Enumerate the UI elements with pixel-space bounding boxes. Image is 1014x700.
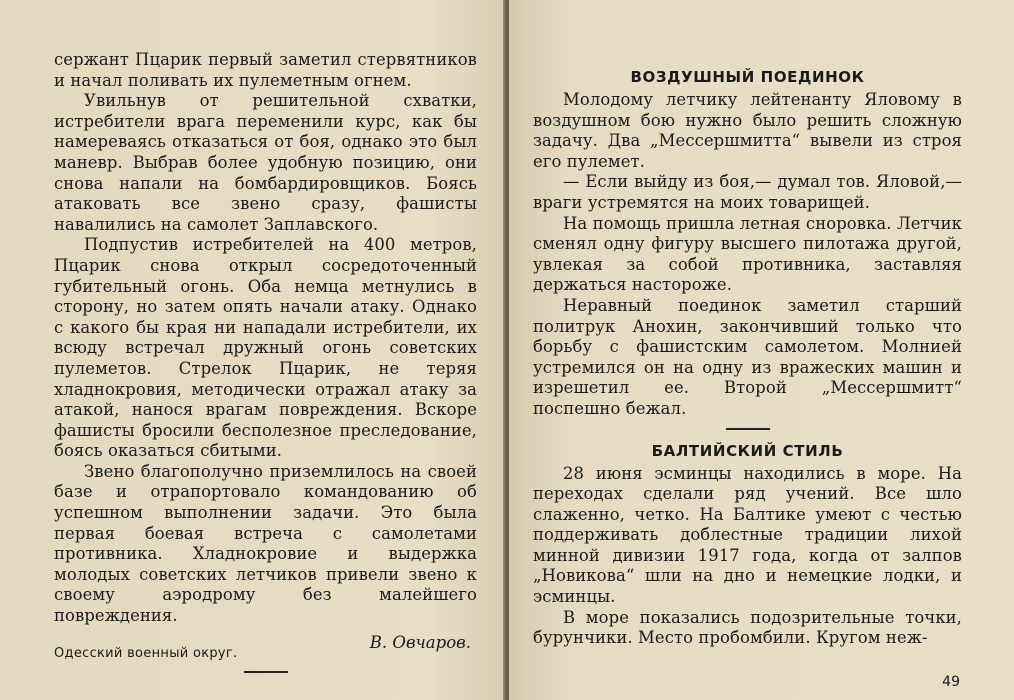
left-page bbox=[0, 0, 505, 700]
right-s2-paragraph-2: В море показались подозрительные точки, бурунчики. Место пробомбили. Кругом неж- bbox=[533, 607, 962, 648]
section-title-baltic-style: БАЛТИЙСКИЙ СТИЛЬ bbox=[651, 441, 844, 460]
left-paragraph-3: Подпустив истребителей на 400 метров, Пцарик снова открыл сосредоточенный губительный огонь. Оба немца метнулись в сторону, но затем опять начали атаку. Однако с какого бы края ни нападали истребители, их всюду встречал дружный огонь советских пулеметов. Стрелок Пцарик, не теряя хладнокровия, методически отражал атаку за атакой, нанося врагам повреждения. Вскоре фашисты бросили бесполезное преследование, боясь оказаться сбитыми. bbox=[54, 235, 477, 461]
left-paragraph-4: Звено благополучно приземлилось на своей базе и отрапортовало командованию об успешном выполнении задачи. Это была первая боевая встреча с самолетами противника. Хладнокровие и выдержка молодых советских летчиков привели звено к своему аэродрому без малейшего повреждения. bbox=[54, 461, 477, 626]
right-s1-paragraph-1: Молодому летчику лейтенанту Яловому в воздушном бою нужно было решить сложную задачу. Два „Мессершмитта“ вывели из строя его пулемет. bbox=[533, 90, 962, 171]
right-s1-paragraph-4: Неравный поединок заметил старший политрук Анохин, закончивший только что борьбу с фашистским самолетом. Молнией устремился он на одну из вражеских машин и изрешетил ее. Второй „Мессершмитт“ поспешно бежал. bbox=[533, 295, 962, 418]
section-divider-left bbox=[244, 671, 288, 673]
right-s2-paragraph-1: 28 июня эсминцы находились в море. На переходах сделали ряд учений. Все шло слаженно, четко. На Балтике умеют с честью поддерживать доблестные традиции лихой минной дивизии 1917 года, когда от залпов „Новикова“ шли на дно и немецкие лодки, и эсминцы. bbox=[533, 463, 962, 607]
right-s1-paragraph-2: — Если выйду из боя,— думал тов. Яловой,— враги устремятся на моих товарищей. bbox=[533, 172, 962, 212]
author-signature: В. Овчаров. bbox=[369, 632, 471, 652]
right-s1-paragraph-3: На помощь пришла летная сноровка. Летчик сменял одну фигуру высшего пилотажа другой, увлекая за собой противника, заставляя держаться настороже. bbox=[533, 213, 962, 295]
military-district: Одесский военный округ. bbox=[54, 645, 238, 661]
right-page bbox=[509, 0, 1014, 700]
page-number: 49 bbox=[942, 674, 960, 690]
left-paragraph-1: сержант Пцарик первый заметил стервятников и начал поливать их пулеметным огнем. bbox=[54, 50, 477, 90]
section-title-air-duel: ВОЗДУШНЫЙ ПОЕДИНОК bbox=[630, 68, 865, 86]
left-paragraph-2: Увильнув от решительной схватки, истребители врага переменили курс, как бы намереваясь отказаться от боя, однако это был маневр. Выбрав более удобную позицию, они снова напали на бомбардировщиков. Боясь атаковать все звено сразу, фашисты навалились на самолет Заплавского. bbox=[54, 91, 477, 234]
